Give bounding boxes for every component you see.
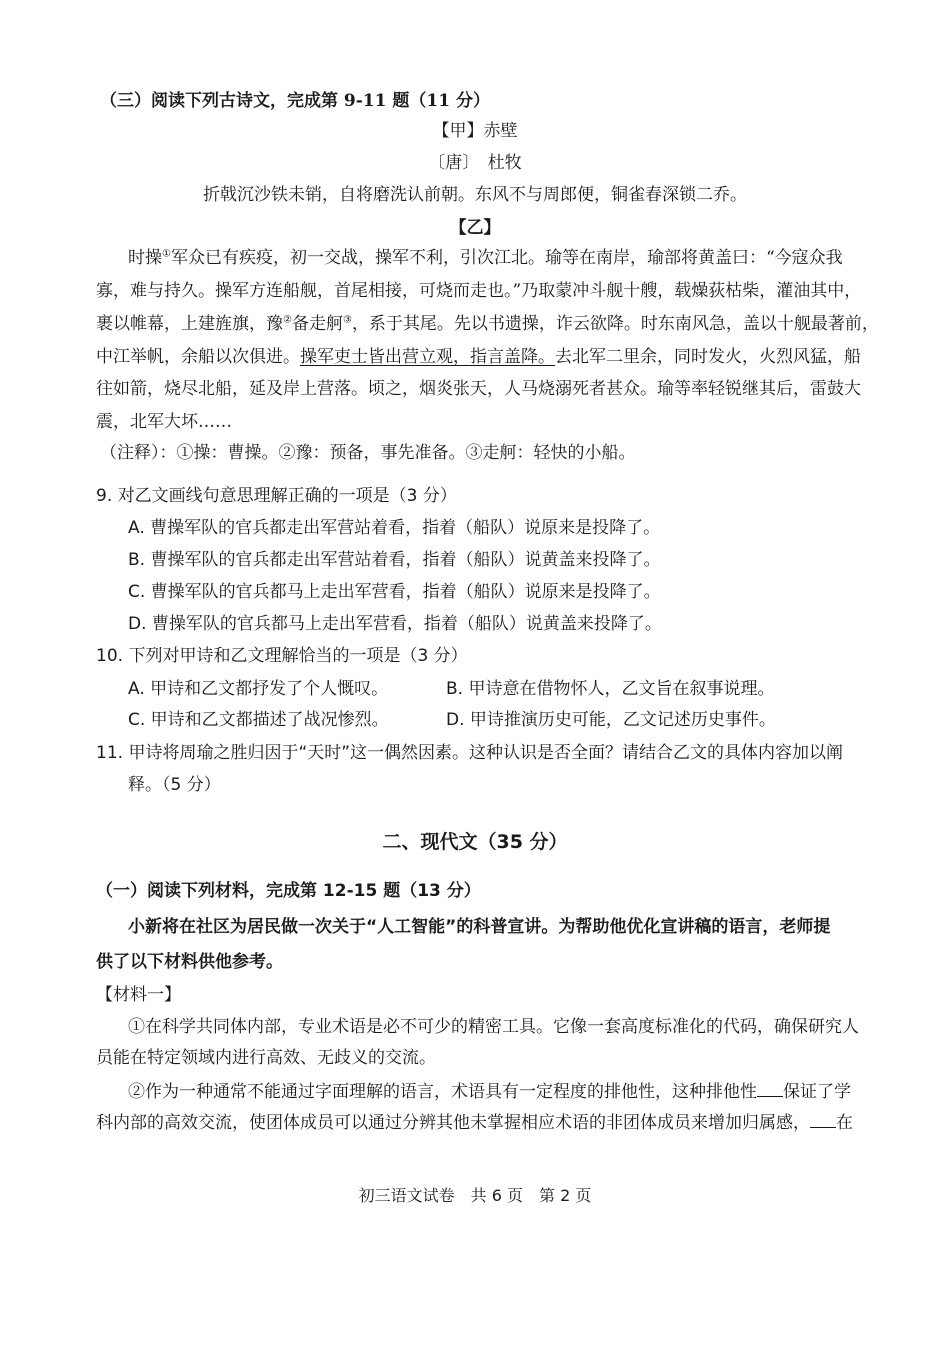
prose-line-6: 震，北军大坏……: [96, 412, 232, 432]
material-1-para-2-line-1: ②作为一种通常不能通过字面理解的语言，术语具有一定程度的排他性，这种排他性 保证了学: [128, 1082, 851, 1102]
part-2-heading: 二、现代文（35 分）: [382, 831, 568, 853]
q10-option-b: B. 甲诗意在借物怀人，乙文旨在叙事说理。: [446, 679, 775, 699]
prose-line-3: 裹以帷幕，上建旌旗，豫②备走舸③，系于其尾。先以书遗操，诈云欲降。时东南风急，盖以十舰最著前，: [96, 314, 879, 334]
q11-line-2: 释。（5 分）: [128, 775, 221, 795]
prose-line-5: 往如箭，烧尽北船，延及岸上营落。顷之，烟炎张天，人马烧溺死者甚众。瑜等率轻锐继其后，雷鼓大: [96, 379, 861, 399]
intro-line-2: 供了以下材料供他参考。: [96, 952, 283, 972]
poem-title: 【甲】赤壁: [432, 121, 518, 141]
material-1-para-2-line-2: 科内部的高效交流，使团体成员可以通过分辨其他未掌握相应术语的非团体成员来增加归属感， 在: [96, 1113, 853, 1133]
material-1-label: 【材料一】: [96, 985, 181, 1005]
underlined-sentence: 操军吏士皆出营立观，指言盖降。: [300, 347, 555, 367]
q9-option-b: B. 曹操军队的官兵都走出军营站着看，指着（船队）说黄盖来投降了。: [128, 550, 661, 570]
q10-stem: 10. 下列对甲诗和乙文理解恰当的一项是（3 分）: [96, 646, 468, 666]
q9-option-c: C. 曹操军队的官兵都马上走出军营看，指着（船队）说原来是投降了。: [128, 582, 661, 602]
q9-option-d: D. 曹操军队的官兵都马上走出军营看，指着（船队）说黄盖来投降了。: [128, 614, 662, 634]
part-2-sub-heading: （一）阅读下列材料，完成第 12-15 题（13 分）: [96, 881, 481, 901]
q9-option-a: A. 曹操军队的官兵都走出军营站着看，指着（船队）说原来是投降了。: [128, 518, 661, 538]
prose-line-4: 中江举帆，余船以次俱进。操军吏士皆出营立观，指言盖降。去北军二里余，同时发火，火烈风猛，船: [96, 347, 861, 367]
prose-title: 【乙】: [449, 218, 501, 238]
page-footer: 初三语文试卷 共 6 页 第 2 页: [358, 1186, 592, 1205]
poem-author: 〔唐〕 杜牧: [428, 153, 522, 173]
q10-option-c: C. 甲诗和乙文都描述了战况惨烈。: [128, 710, 389, 730]
material-1-para-1-line-1: ①在科学共同体内部，专业术语是必不可少的精密工具。它像一套高度标准化的代码，确保研究人: [128, 1017, 859, 1037]
section-3-heading: （三）阅读下列古诗文，完成第 9-11 题（11 分）: [100, 91, 490, 111]
fill-blank-1: [757, 1080, 783, 1097]
fill-blank-2: [810, 1111, 836, 1128]
notes: （注释）：①操：曹操。②豫：预备，事先准备。③走舸：轻快的小船。: [100, 443, 636, 463]
poem-text: 折戟沉沙铁未销，自将磨洗认前朝。东风不与周郎便，铜雀春深锁二乔。: [203, 185, 747, 205]
prose-line-1: 时操①军众已有疾疫，初一交战，操军不利，引次江北。瑜等在南岸，瑜部将黄盖曰：“今寇众我: [128, 248, 843, 268]
q9-stem: 9. 对乙文画线句意思理解正确的一项是（3 分）: [96, 486, 457, 506]
material-1-para-1-line-2: 员能在特定领域内进行高效、无歧义的交流。: [96, 1048, 436, 1068]
q10-option-a: A. 甲诗和乙文都抒发了个人慨叹。: [128, 679, 389, 699]
q10-option-d: D. 甲诗推演历史可能，乙文记述历史事件。: [446, 710, 776, 730]
q11-line-1: 11. 甲诗将周瑜之胜归因于“天时”这一偶然因素。这种认识是否全面？请结合乙文的具体内容加以阐: [96, 743, 844, 763]
prose-line-2: 寡，难与持久。操军方连船舰，首尾相接，可烧而走也。”乃取蒙冲斗舰十艘，载燥荻枯柴，灌油其中，: [96, 281, 862, 301]
intro-line-1: 小新将在社区为居民做一次关于“人工智能”的科普宣讲。为帮助他优化宣讲稿的语言，老师提: [128, 917, 831, 937]
